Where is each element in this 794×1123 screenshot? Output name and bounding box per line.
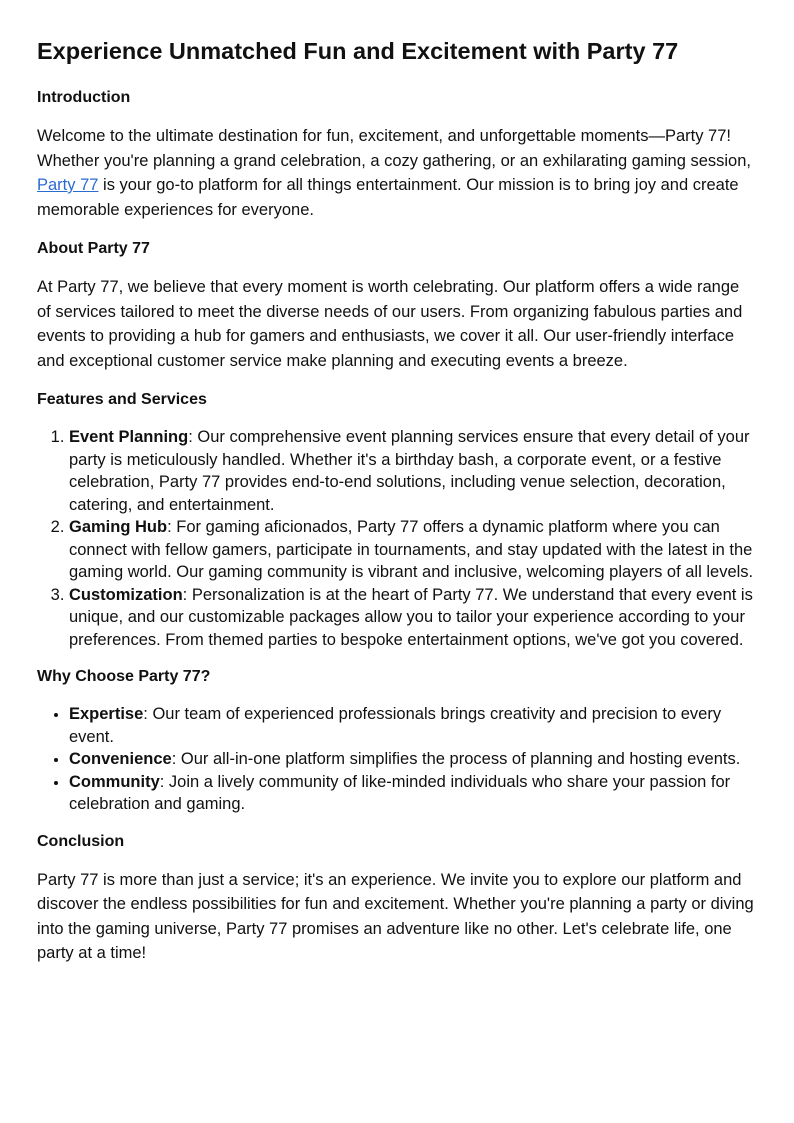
why-item-convenience xyxy=(69,748,754,771)
conclusion-paragraph: Party 77 is more than just a service; it's an experience. We invite you to explore our platform and discover the endless possibilities for fun and excitement. Whether you're planning a party or diving into the gaming universe, Party 77 promises an adventure like no other. Let's celebrate life, one party at a time! xyxy=(37,870,754,962)
about-heading: About Party 77 xyxy=(37,240,150,257)
why-term: Convenience xyxy=(69,750,172,768)
conclusion-heading: Conclusion xyxy=(37,832,125,850)
feature-item-event-planning xyxy=(69,426,754,516)
why-term: Expertise xyxy=(69,705,144,723)
why-desc: : Our all-in-one platform simplifies the process of planning and hosting events. xyxy=(171,750,741,768)
feature-desc: : For gaming aficionados, Party 77 offers a dynamic platform where you can connect with fellow gamers, participate in tournaments, and stay updated with the latest in the gaming world. Our gaming community is vibrant and inclusive, welcoming players of all levels. xyxy=(69,518,754,581)
feature-term: Customization xyxy=(69,585,183,604)
party77-link[interactable]: Party 77 xyxy=(37,176,99,194)
intro-text-end: is your go-to platform for all things entertainment. Our mission is to bring joy and create memorable experiences for everyone. xyxy=(37,176,739,219)
intro-text-start: Welcome to the ultimate destination for fun, excitement, and unforgettable moments—Party 77! Whether you're planning a grand celebration, a cozy gathering, or an exhilarating gaming session, xyxy=(37,127,751,170)
why-item-expertise xyxy=(69,703,754,748)
feature-item-customization xyxy=(69,584,754,652)
why-heading: Why Choose Party 77? xyxy=(37,668,211,685)
features-list xyxy=(37,426,754,651)
features-heading: Features and Services xyxy=(37,391,207,408)
feature-item-gaming-hub xyxy=(69,516,754,584)
intro-heading: Introduction xyxy=(37,89,131,106)
why-desc: : Our team of experienced professionals brings creativity and precision to every event. xyxy=(69,705,722,746)
why-item-community xyxy=(69,771,754,816)
feature-desc: : Personalization is at the heart of Party 77. We understand that every event is unique, and our customizable packages allow you to tailor your experience according to your preferences. From themed parties to bespoke entertainment options, we've got you covered. xyxy=(69,585,753,649)
why-term: Community xyxy=(69,772,160,791)
why-list xyxy=(37,703,754,816)
feature-term: Gaming Hub xyxy=(69,518,168,536)
about-paragraph: At Party 77, we believe that every moment is worth celebrating. Our platform offers a wide range of services tailored to meet the diverse needs of our users. From organizing fabulous parties and events to providing a hub for gamers and enthusiasts, we cover it all. Our user-friendly interface and exceptional customer service make planning and executing events a breeze. xyxy=(37,278,743,370)
feature-desc: : Our comprehensive event planning services ensure that every detail of your party is meticulously handled. Whether it's a birthday bash, a corporate event, or a festive celebration, Party 77 provides end-to-end solutions, including venue selection, decoration, catering, and entertainment. xyxy=(69,428,750,514)
why-desc: : Join a lively community of like-minded individuals who share your passion for celebration and gaming. xyxy=(69,772,731,813)
intro-paragraph xyxy=(37,124,754,222)
page-title: Experience Unmatched Fun and Excitement with Party 77 xyxy=(37,38,679,64)
feature-term: Event Planning xyxy=(69,428,189,446)
